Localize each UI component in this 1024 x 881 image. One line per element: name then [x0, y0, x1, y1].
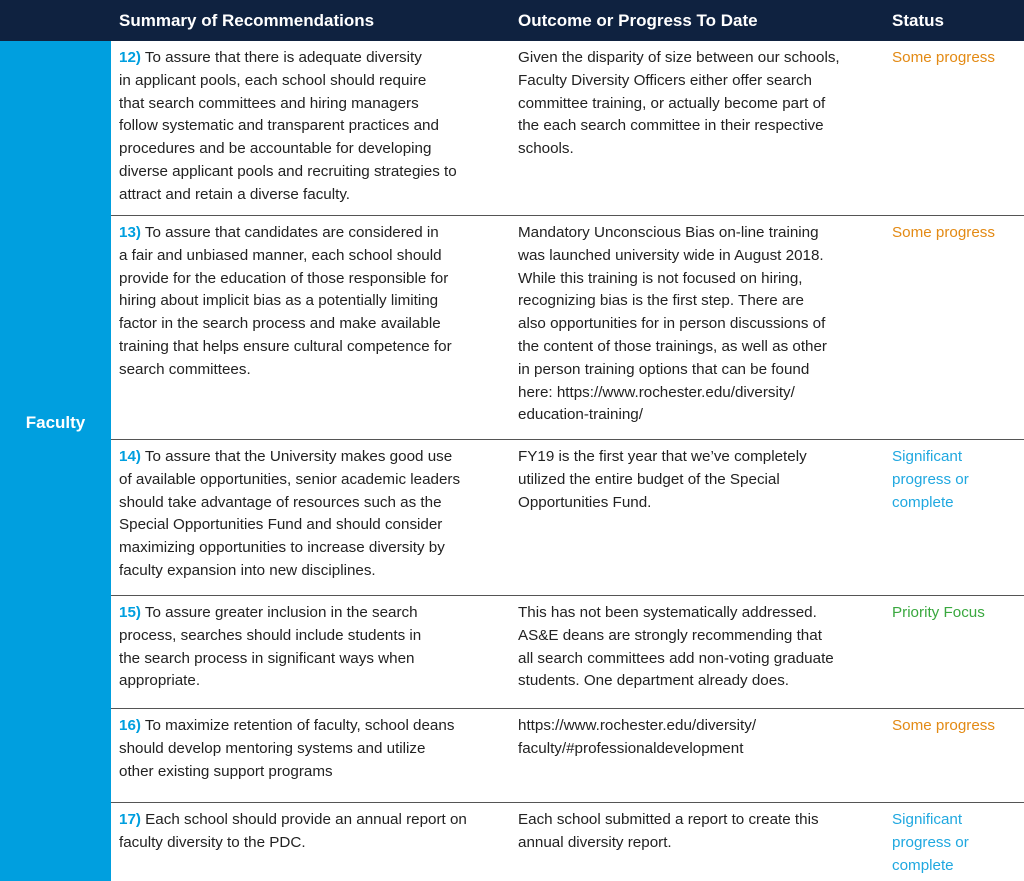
recommendation-number: 13): [119, 224, 141, 241]
recommendation-number: 15): [119, 604, 141, 621]
recommendation-number: 14): [119, 448, 141, 465]
recommendation-number: 12): [119, 49, 141, 66]
recommendation-text: Each school should provide an annual report on faculty diversity to the PDC.: [119, 811, 467, 851]
status-cell: Priority Focus: [892, 604, 985, 621]
recommendation-text: To maximize retention of faculty, school deans should develop mentoring systems and utilize other existing support programs: [119, 717, 455, 780]
outcome-cell: Mandatory Unconscious Bias on-line training was launched university wide in August 2018. While this training is not focused on hiring, recognizing bias is the first step. There are also opportunities for in person discussions of the content of those trainings, as well as other in person training options that can be found here: https://www.rochester.edu/diversity/ education-training/: [518, 224, 827, 424]
outcome-cell: FY19 is the first year that we’ve completely utilized the entire budget of the Special Opportunities Fund.: [518, 448, 807, 511]
outcome-cell: Each school submitted a report to create this annual diversity report.: [518, 811, 819, 851]
table-row: [111, 709, 1024, 803]
table-row: [111, 41, 1024, 216]
recommendation-text: To assure that there is adequate diversity in applicant pools, each school should require that search committees and hiring managers follow systematic and transparent practices and procedures and be accountable for developing diverse applicant pools and recruiting strategies to attract and retain a diverse faculty.: [119, 49, 457, 203]
recommendation-cell: [119, 715, 509, 783]
table-row: [111, 803, 1024, 881]
table-row: [111, 596, 1024, 709]
recommendation-text: To assure greater inclusion in the search process, searches should include students in the search process in significant ways when appropriate.: [119, 604, 422, 690]
recommendation-number: 17): [119, 811, 141, 828]
recommendation-cell: [119, 602, 509, 693]
header-outcome: Outcome or Progress To Date: [518, 11, 758, 30]
recommendation-text: To assure that the University makes good use of available opportunities, senior academic leaders should take advantage of resources such as the Special Opportunities Fund and should consider maximizing opportunities to increase diversity by faculty expansion into new disciplines.: [119, 448, 461, 579]
header-status: Status: [892, 11, 944, 30]
header-summary: Summary of Recommendations: [119, 11, 375, 30]
table-row: [111, 440, 1024, 596]
status-cell: Some progress: [892, 49, 995, 66]
recommendation-number: 16): [119, 717, 141, 734]
recommendation-cell: [119, 809, 509, 855]
category-sidebar: [0, 41, 111, 881]
outcome-cell: https://www.rochester.edu/diversity/ faculty/#professionaldevelopment: [518, 717, 757, 757]
recommendation-cell: [119, 47, 509, 207]
table-header: [0, 0, 1024, 41]
status-cell: Significant progress or complete: [892, 448, 969, 511]
status-cell: Some progress: [892, 224, 995, 241]
recommendation-text: To assure that candidates are considered in a fair and unbiased manner, each school should provide for the education of those responsible for hiring about implicit bias as a potentially limiting factor in the search process and make available training that helps ensure cultural competence for search committees.: [119, 224, 452, 378]
table-row: [111, 216, 1024, 440]
outcome-cell: Given the disparity of size between our schools, Faculty Diversity Officers either offer search committee training, or actually become part of the each search committee in their respective schools.: [518, 49, 840, 158]
outcome-cell: This has not been systematically addressed. AS&E deans are strongly recommending that all search committees add non-voting graduate students. One department already does.: [518, 604, 834, 690]
status-cell: Significant progress or complete: [892, 811, 969, 874]
category-label: Faculty: [25, 413, 86, 432]
recommendation-cell: [119, 222, 509, 382]
recommendation-cell: [119, 446, 509, 583]
status-cell: Some progress: [892, 717, 995, 734]
